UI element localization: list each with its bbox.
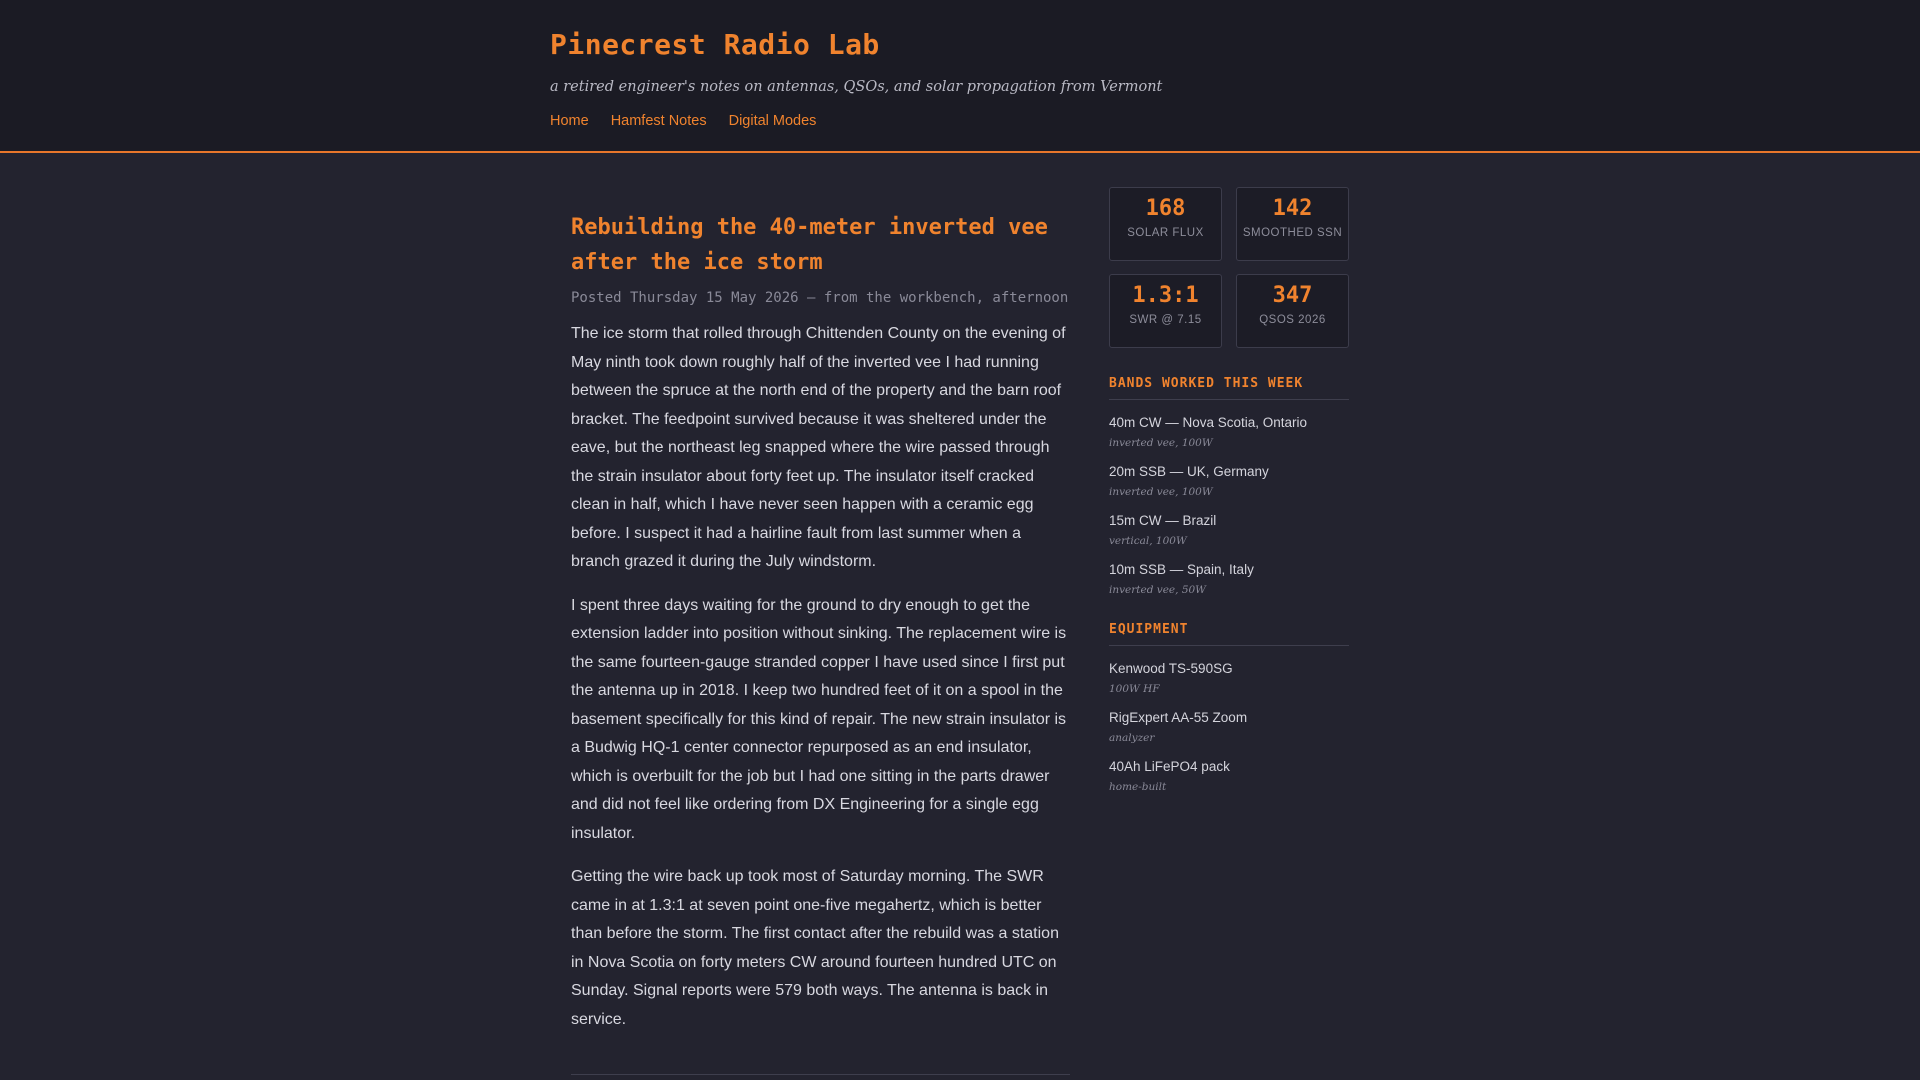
stat-value: 1.3:1 [1132, 283, 1199, 308]
band-title: 10m SSB — Spain, Italy [1109, 562, 1254, 577]
equipment-detail: 100W HF [1109, 683, 1160, 695]
equipment-section [1109, 622, 1349, 795]
list-item [1109, 709, 1349, 746]
post-meta: Posted Thursday 15 May 2026 — from the workbench, afternoon [571, 290, 1069, 306]
main-content [571, 210, 1070, 1075]
list-item [1109, 414, 1349, 451]
post-title[interactable]: Rebuilding the 40-meter inverted vee after the ice storm [571, 215, 1048, 275]
band-title: 40m CW — Nova Scotia, Ontario [1109, 415, 1308, 430]
site-tagline: a retired engineer's notes on antennas, QSOs, and solar propagation from Vermont [550, 79, 1163, 95]
stat-qsos [1236, 274, 1349, 348]
list-item [1109, 463, 1349, 500]
stat-smoothed-ssn [1236, 187, 1349, 261]
post-paragraph: The ice storm that rolled through Chittenden County on the evening of May ninth took down roughly half of the inverted vee I had running between the spruce at the north end of the property and the barn roof bracket. The feedpoint survived because it was sheltered under the eave, but the northeast leg snapped where the wire passed through the strain insulator about forty feet up. The insulator itself cracked clean in half, which I have never seen happen with a ceramic egg before. I suspect it had a hairline fault from last summer when a branch grazed it during the July windstorm. [571, 325, 1066, 570]
site-title[interactable]: Pinecrest Radio Lab [550, 28, 880, 61]
blog-post [571, 210, 1070, 1075]
post-paragraph: I spent three days waiting for the ground to dry enough to get the extension ladder into position without sinking. The replacement wire is the same fourteen-gauge stranded copper I have used since I first put the antenna up in 2018. I keep two hundred feet of it on a spool in the basement specifically for this kind of repair. The new strain insulator is a Budwig HQ-1 center connector repurposed as an end insulator, which is overbuilt for the job but I had one sitting in the parts drawer and did not feel like ordering from DX Engineering for a single egg insulator. [571, 596, 1067, 842]
stats-grid [1109, 187, 1349, 348]
stat-value: 347 [1272, 283, 1313, 308]
band-detail: inverted vee, 50W [1109, 584, 1206, 596]
list-item [1109, 758, 1349, 795]
post-divider [571, 1074, 1070, 1075]
header-inner [550, 28, 1162, 129]
list-item [1109, 561, 1349, 598]
equipment-title: RigExpert AA-55 Zoom [1109, 710, 1248, 725]
stat-value: 142 [1272, 196, 1313, 221]
band-title: 15m CW — Brazil [1109, 513, 1217, 528]
bands-list [1109, 414, 1349, 598]
stat-label: SOLAR FLUX [1127, 227, 1204, 239]
stat-swr [1109, 274, 1222, 348]
nav-link-digital-modes[interactable]: Digital Modes [728, 113, 817, 129]
list-item [1109, 512, 1349, 549]
main-nav [550, 113, 1162, 129]
nav-link-hamfest-notes[interactable]: Hamfest Notes [610, 113, 707, 129]
equipment-title: 40Ah LiFePO4 pack [1109, 759, 1230, 774]
band-title: 20m SSB — UK, Germany [1109, 464, 1269, 479]
band-detail: inverted vee, 100W [1109, 437, 1213, 449]
post-paragraph: Getting the wire back up took most of Saturday morning. The SWR came in at 1.3:1 at seven point one-five megahertz, which is better than before the storm. The first contact after the rebuild was a station in Nova Scotia on forty meters CW around fourteen hundred UTC on Sunday. Signal reports were 579 both ways. The antenna is back in service. [571, 868, 1059, 1028]
bands-section [1109, 376, 1349, 598]
stat-value: 168 [1145, 196, 1186, 221]
stat-solar-flux [1109, 187, 1222, 261]
list-item [1109, 660, 1349, 697]
equipment-heading: EQUIPMENT [1109, 622, 1349, 646]
equipment-detail: analyzer [1109, 732, 1155, 744]
equipment-list [1109, 660, 1349, 795]
bands-heading: BANDS WORKED THIS WEEK [1109, 376, 1349, 400]
equipment-detail: home-built [1109, 781, 1167, 793]
nav-link-home[interactable]: Home [550, 113, 589, 129]
post-body [571, 320, 1070, 1034]
band-detail: vertical, 100W [1109, 535, 1187, 547]
equipment-title: Kenwood TS-590SG [1109, 661, 1233, 676]
stat-label: QSOS 2026 [1259, 314, 1326, 326]
site-header [0, 0, 1920, 153]
band-detail: inverted vee, 100W [1109, 486, 1213, 498]
sidebar [1109, 187, 1349, 795]
stat-label: SWR @ 7.15 [1129, 314, 1202, 326]
stat-label: SMOOTHED SSN [1242, 227, 1343, 239]
